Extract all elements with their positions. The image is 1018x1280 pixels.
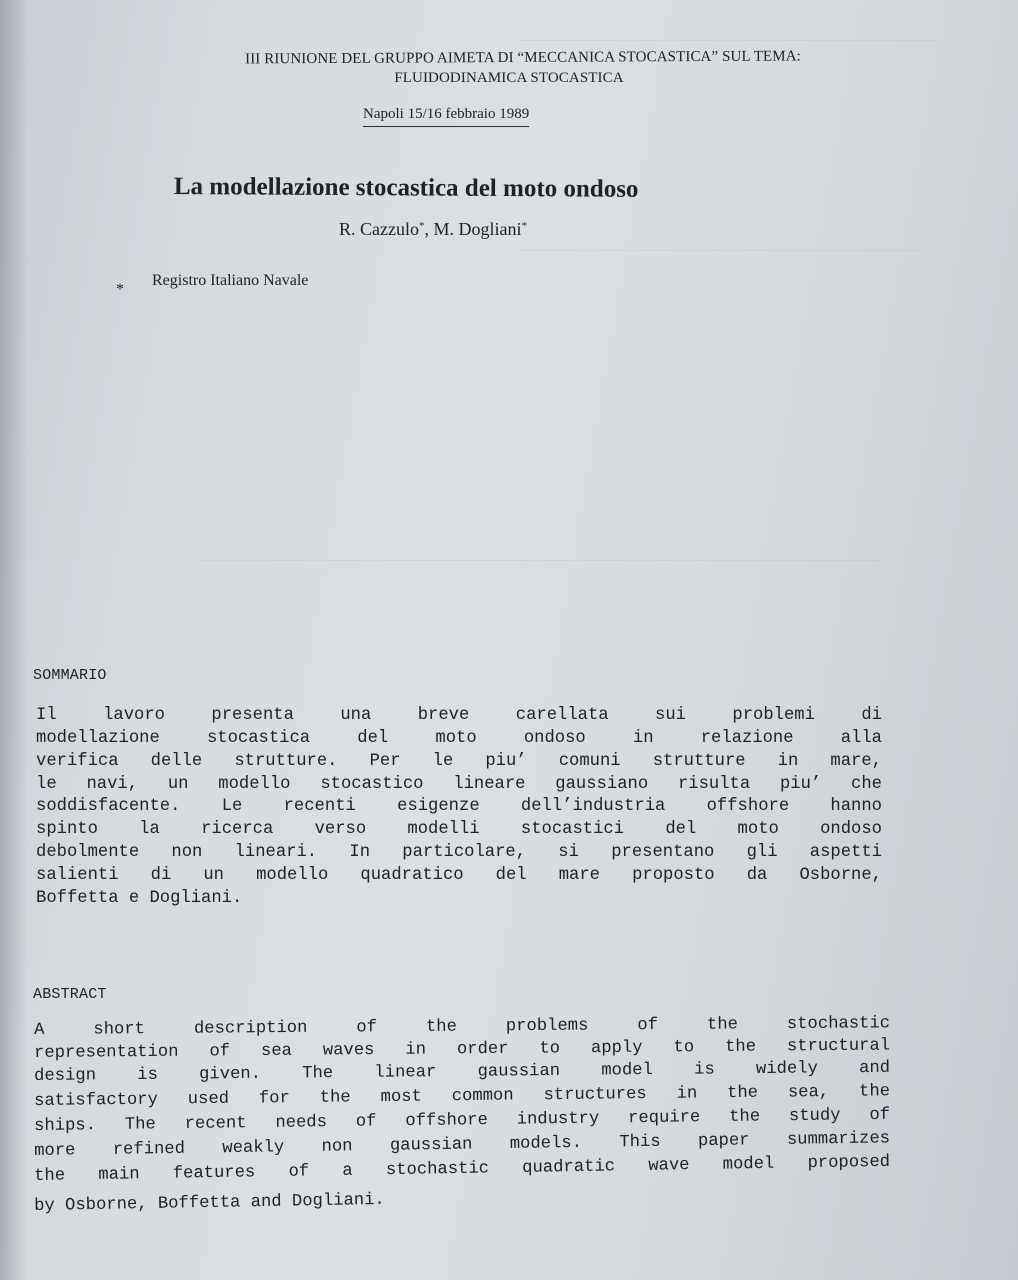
sommario-line: verifica delle strutture. Per le piu’ comuni strutture in mare,: [36, 752, 882, 771]
abstract-line: the main features of a stochastic quadratic wave model proposed: [34, 1152, 891, 1186]
abstract-line: representation of sea waves in order to apply to the structural: [34, 1036, 891, 1063]
author-name: R. Cazzulo: [339, 219, 419, 239]
sommario-line: soddisfacente. Le recenti esigenze dell’industria offshore hanno: [36, 797, 882, 816]
author-footnote-mark: *: [521, 220, 527, 232]
affiliation-mark: *: [116, 281, 124, 298]
abstract-line: design is given. The linear gaussian model is widely and: [34, 1058, 891, 1086]
abstract-line: A short description of the problems of the stochastic: [34, 1014, 891, 1040]
sommario-line: Il lavoro presenta una breve carellata sui problemi di: [36, 706, 882, 725]
author-list: R. Cazzulo*, M. Dogliani*: [339, 219, 527, 239]
bleed-through-mark: [200, 560, 880, 569]
conference-date: Napoli 15/16 febbraio 1989: [363, 106, 529, 127]
sommario-line: salienti di un modello quadratico del mare proposto da Osborne,: [36, 866, 882, 885]
sommario-line: le navi, un modello stocastico lineare gaussiano risulta piu’ che: [36, 775, 882, 794]
conference-title-line-1: III RIUNIONE DEL GRUPPO AIMETA DI “MECCANICA STOCASTICA” SUL TEMA:: [245, 48, 801, 68]
abstract-line: more refined weakly non gaussian models. This paper summarizes: [34, 1129, 891, 1161]
affiliation: Registro Italiano Navale: [152, 272, 309, 289]
author-footnote-mark: *: [418, 220, 425, 232]
conference-title-line-2: FLUIDODINAMICA STOCASTICA: [394, 70, 624, 86]
sommario-line: spinto la ricerca verso modelli stocastici del moto ondoso: [36, 820, 882, 839]
abstract-line: satisfactory used for the most common structures in the sea, the: [34, 1082, 891, 1111]
author-name: M. Dogliani: [433, 219, 522, 239]
bleed-through-mark: [520, 250, 920, 259]
sommario-line: modellazione stocastica del moto ondoso in relazione alla: [36, 729, 882, 748]
abstract-heading: ABSTRACT: [33, 986, 107, 1003]
paper-title: La modellazione stocastica del moto ondoso: [173, 173, 639, 203]
abstract-line: by Osborne, Boffetta and Dogliani.: [34, 1190, 385, 1216]
sommario-line: debolmente non lineari. In particolare, si presentano gli aspetti: [36, 843, 882, 862]
page-edge-shadow: [0, 0, 28, 1280]
sommario-line: Boffetta e Dogliani.: [36, 889, 243, 908]
sommario-heading: SOMMARIO: [33, 667, 107, 684]
abstract-line: ships. The recent needs of offshore industry require the study of: [34, 1105, 891, 1136]
